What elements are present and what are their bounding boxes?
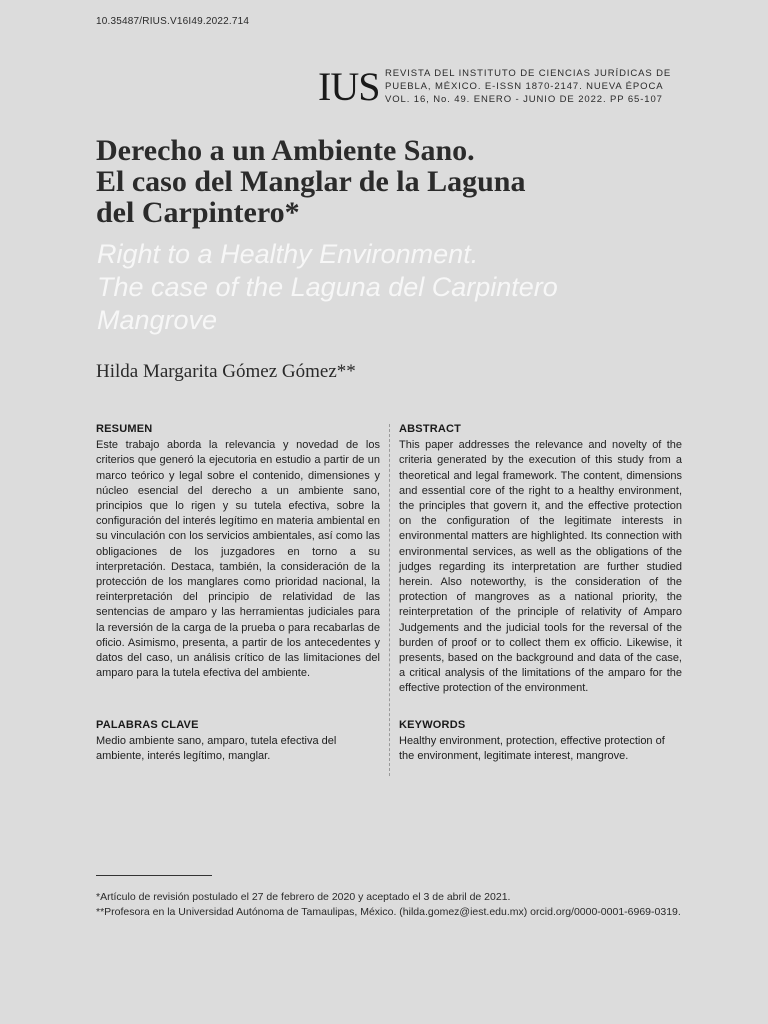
journal-logo: IUS [318,64,380,109]
title-spanish-line1: Derecho a un Ambiente Sano. [96,134,475,167]
abstract-section [399,422,682,697]
resumen-body: Este trabajo aborda la relevancia y novedad de los criterios que generó la ejecutoria en estudio a partir de un marco teórico y legal sobre el contenido, dimensiones y núcleo esencial del derecho a un ambiente sano, principios que lo rigen y su tutela efectiva, sobre la configuración del interés legítimo en materia ambiental en su vinculación con los servicios ambientales, así como las obligaciones de los juzgadores en torno a su interpretación. Destaca, también, la consideración de la protección de los manglares como prioridad nacional, la reinterpretación del principio de relatividad de las sentencias de amparo y las herramientas judiciales para la reversión de la carga de la prueba o para recabarlas de oficio. Asimismo, presenta, a partir de los antecedentes y datos del caso, un análisis crítico de las limitaciones del amparo para la tutela efectiva del ambiente. [96,439,380,680]
keywords-body: Healthy environment, protection, effective protection of the environment, legitimate interest, mangrove. [399,735,665,763]
footnote-rule [96,875,212,876]
palabras-clave-heading: PALABRAS CLAVE [96,719,199,731]
keywords-heading: KEYWORDS [399,719,466,731]
author-name: Hilda Margarita Gómez Gómez** [96,361,356,382]
footnote-1: *Artículo de revisión postulado el 27 de febrero de 2020 y aceptado el 3 de abril de 2021. [96,891,511,903]
palabras-clave-section [96,718,380,765]
abstract-body: This paper addresses the relevance and novelty of the criteria generated by the execution of this study from a theoretical and legal framework. The content, dimensions and essential core of the right to a healthy environment, the principles that govern it, and the effective protection on the configuration of the legitimate interests in environmental matters are highlighted. Its connection with environmental services, as well as the obligations of the judges regarding its interpretation are further studied herein. Also noteworthy, is the consideration of the protection of mangroves as a national priority, the reinterpretation of the principle of relativity of Amparo Judgements and the judicial tools for the reversal of the burden of proof or to collect them ex officio. Likewise, it presents, based on the background and data of the case, a critical analysis of the limitations of the amparo for the effective protection of the environment. [399,439,682,695]
title-spanish [96,135,686,228]
title-english [97,238,697,337]
journal-info [385,67,671,106]
title-english-line3: Mangrove [97,305,218,335]
column-divider [389,424,390,776]
resumen-section [96,422,380,681]
journal-header [318,66,686,112]
title-spanish-line3: del Carpintero* [96,196,300,229]
journal-info-line1: REVISTA DEL INSTITUTO DE CIENCIAS JURÍDICAS DE [385,68,672,79]
title-english-line1: Right to a Healthy Environment. [97,239,479,269]
resumen-heading: RESUMEN [96,423,153,435]
palabras-clave-body: Medio ambiente sano, amparo, tutela efectiva del ambiente, interés legítimo, manglar. [96,735,337,763]
journal-info-line3: VOL. 16, No. 49. ENERO - JUNIO DE 2022. PP 65-107 [385,94,663,105]
footnote-2: **Profesora en la Universidad Autónoma de Tamaulipas, México. (hilda.gomez@iest.edu.mx) orcid.org/0000-0001-6969-0319. [96,906,681,918]
journal-info-line2: PUEBLA, MÉXICO. E-ISSN 1870-2147. NUEVA ÉPOCA [385,81,664,92]
doi-text: 10.35487/RIUS.V16I49.2022.714 [96,16,250,27]
keywords-section [399,718,682,765]
title-english-line2: The case of the Laguna del Carpintero [97,272,558,302]
title-spanish-line2: El caso del Manglar de la Laguna [96,165,526,198]
abstract-heading: ABSTRACT [399,423,462,435]
